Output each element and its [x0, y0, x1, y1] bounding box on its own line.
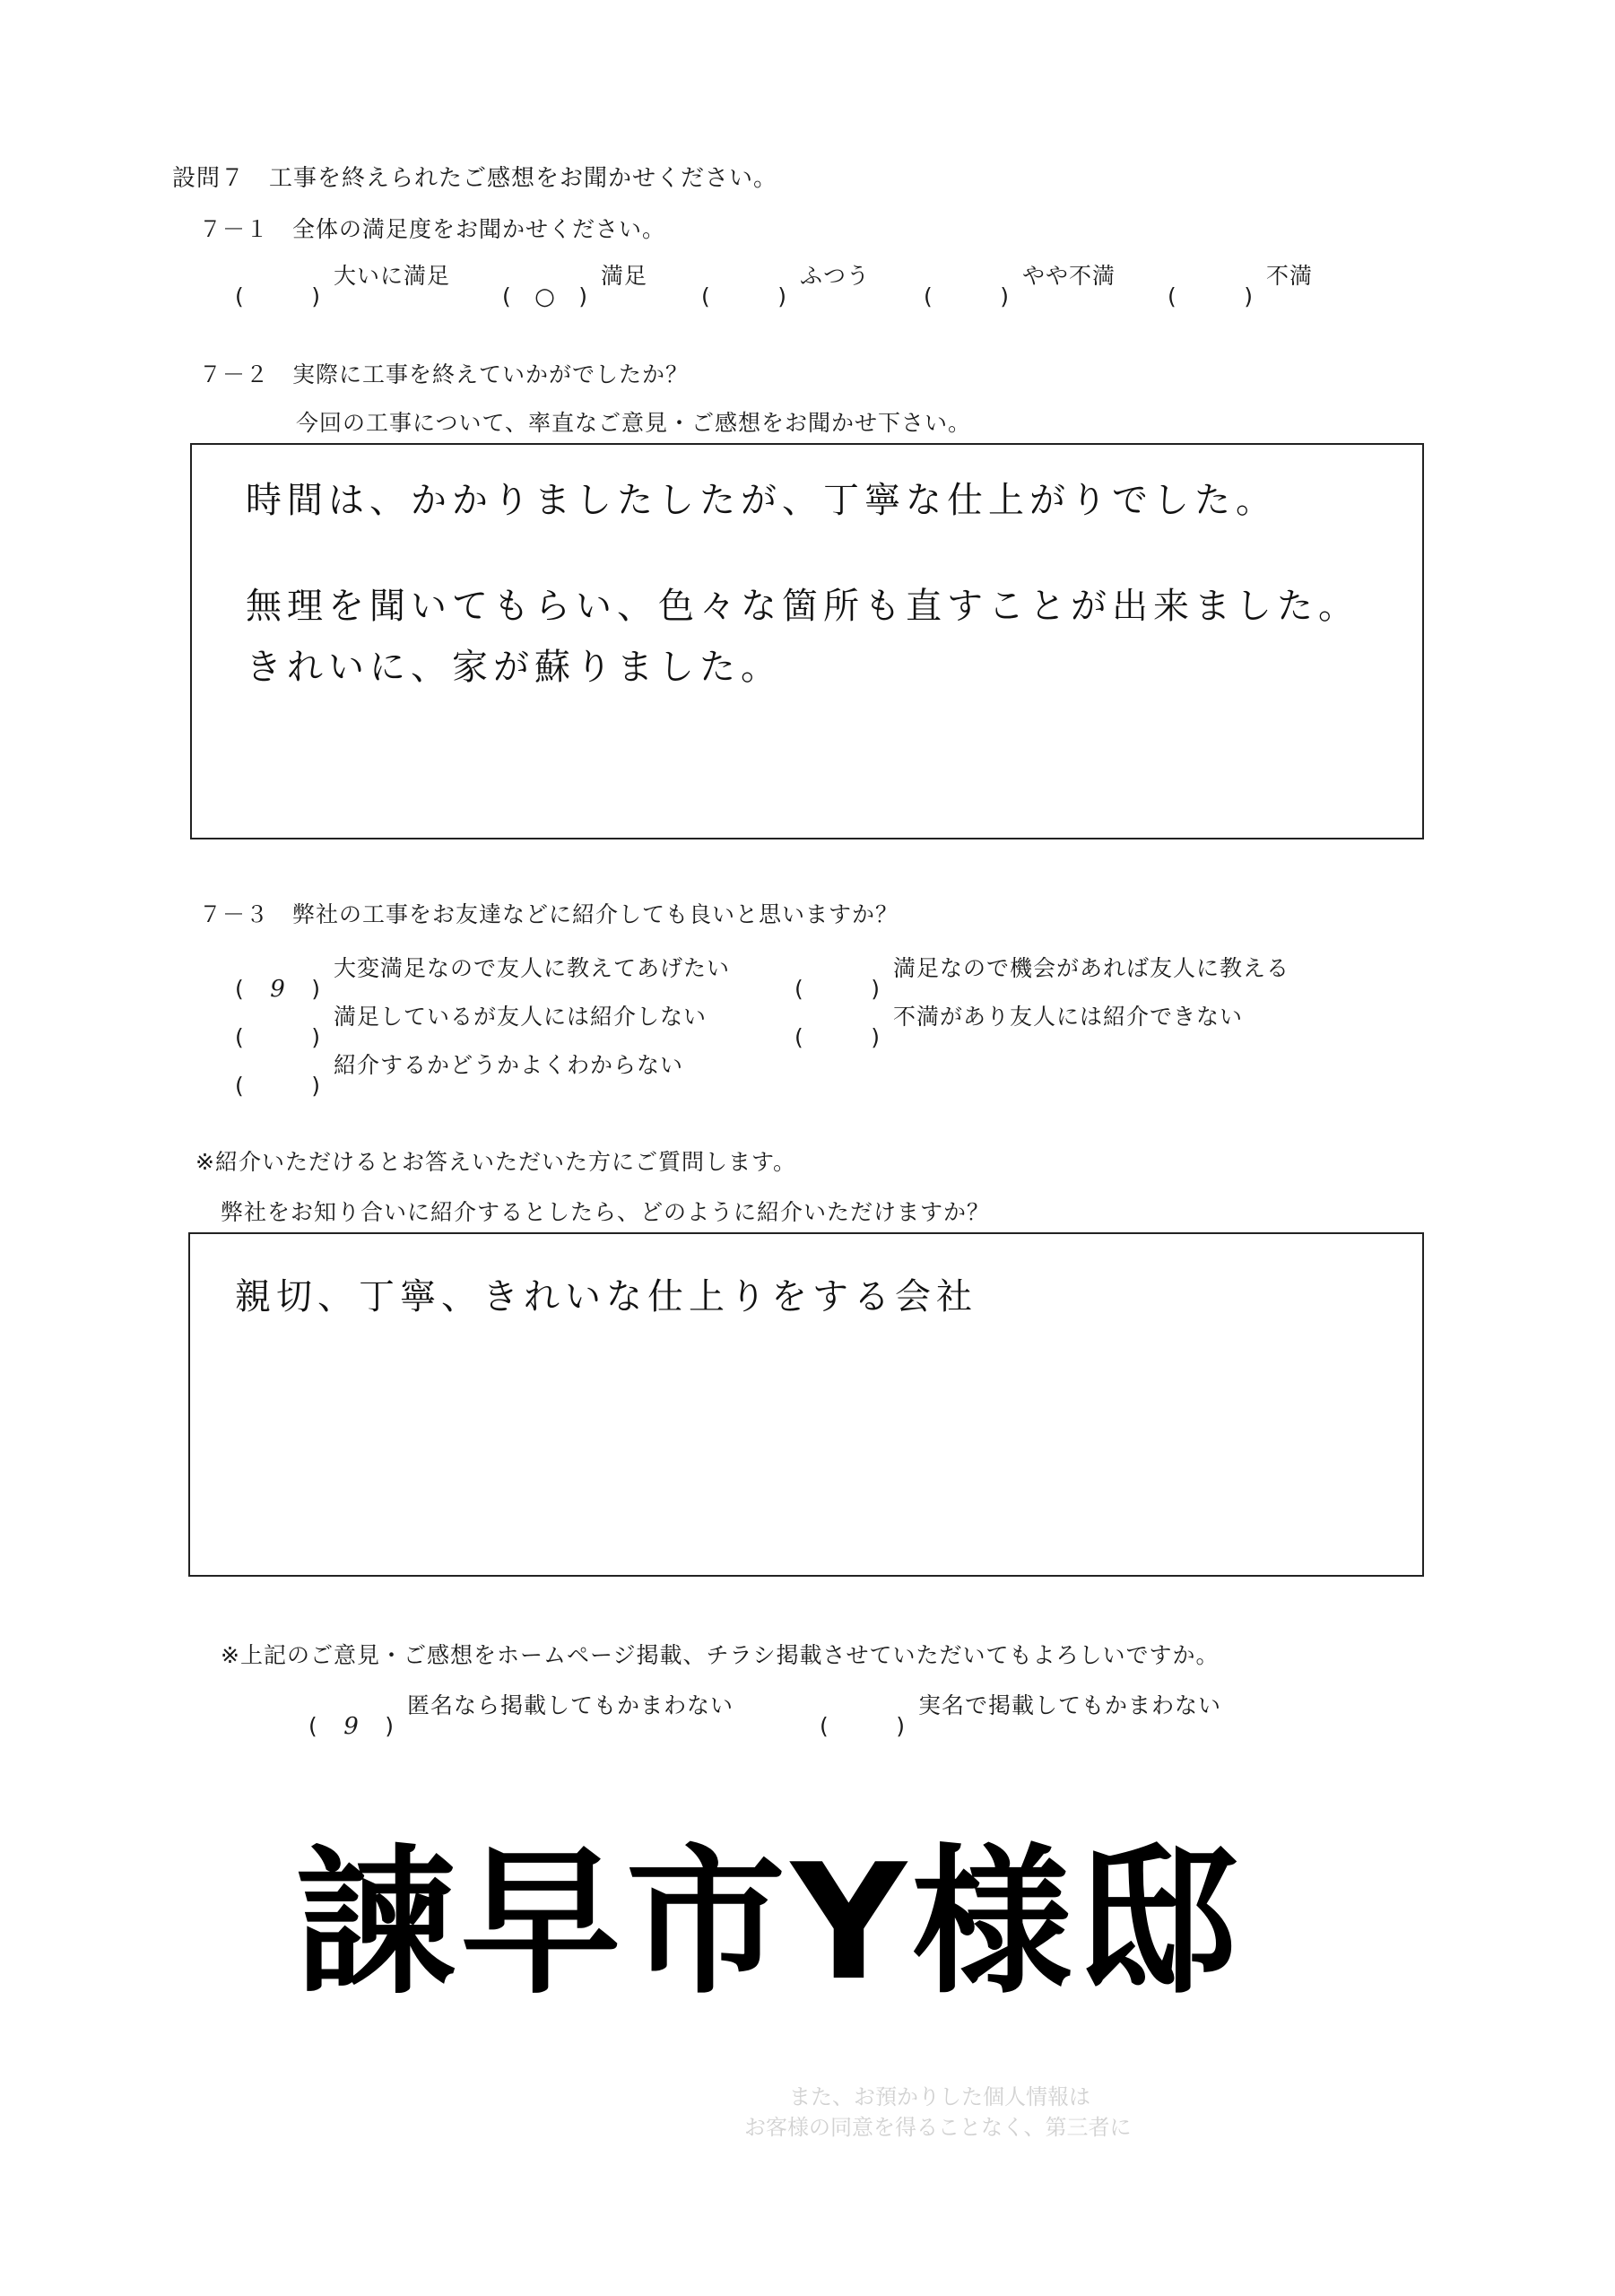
- question-7-2-subtext: 今回の工事について、率直なご意見・ご感想をお聞かせ下さい。: [296, 410, 972, 436]
- question-7-2-label: ７－２ 実際に工事を終えていかがでしたか？: [199, 361, 690, 387]
- option-label: 紹介するかどうかよくわからない: [334, 1052, 684, 1078]
- faint-text-line-2: お客様の同意を得ることなく、第三者に: [744, 2115, 1132, 2140]
- q7-3-option-satisfied-no-referral[interactable]: ( ) 満足しているが友人には紹介しない: [235, 1004, 708, 1050]
- option-label: やや不満: [1022, 263, 1116, 289]
- publish-option-real-name[interactable]: ( ) 実名で掲載してもかまわない: [820, 1692, 1222, 1739]
- q7-1-option-neutral[interactable]: ( ) ふつう: [701, 263, 871, 309]
- option-label: 不満: [1266, 263, 1314, 289]
- option-label: 不満があり友人には紹介できない: [893, 1004, 1244, 1030]
- handwritten-referral-answer: 親切、丁寧、きれいな仕上りをする会社: [235, 1276, 977, 1318]
- q7-1-option-very-satisfied[interactable]: ( ) 大いに満足: [235, 263, 451, 309]
- handwritten-answer-line-1: 時間は、かかりましたしたが、丁寧な仕上がりでした。: [246, 480, 1277, 521]
- answer-box-referral[interactable]: [188, 1232, 1424, 1577]
- question-7-1-label: ７－１ 全体の満足度をお聞かせください。: [199, 216, 666, 242]
- referral-question: 弊社をお知り合いに紹介するとしたら、どのように紹介いただけますか？: [221, 1199, 991, 1225]
- q7-3-option-tell-friends[interactable]: ( 9 ) 大変満足なので友人に教えてあげたい: [235, 955, 731, 1003]
- handwritten-answer-line-3: きれいに、家が蘇りました。: [246, 647, 782, 688]
- q7-1-option-dissatisfied[interactable]: ( ) 不満: [1168, 263, 1314, 309]
- option-label: ふつう: [800, 263, 871, 289]
- handwritten-answer-line-2: 無理を聞いてもらい、色々な箇所も直すことが出来ました。: [246, 586, 1359, 627]
- question-7-title: 設問７ 工事を終えられたご感想をお聞かせください。: [172, 165, 778, 192]
- faint-text-line-1: また、お預かりした個人情報は: [789, 2084, 1090, 2109]
- referral-note: ※紹介いただけるとお答えいただいた方にご質問します。: [195, 1149, 796, 1175]
- q7-1-option-satisfied[interactable]: ( ○ ) 満足: [502, 263, 648, 310]
- customer-name-stamp: 諫早市Y様邸: [296, 1830, 1242, 2015]
- q7-1-option-somewhat-dissatisfied[interactable]: ( ) やや不満: [924, 263, 1116, 309]
- option-label: 満足しているが友人には紹介しない: [334, 1004, 708, 1030]
- option-label: 満足: [601, 263, 648, 289]
- q7-3-option-tell-if-chance[interactable]: ( ) 満足なので機会があれば友人に教える: [794, 955, 1290, 1002]
- option-label: 大いに満足: [334, 263, 451, 289]
- option-label: 大変満足なので友人に教えてあげたい: [334, 955, 731, 981]
- publish-option-anonymous[interactable]: ( 9 ) 匿名なら掲載してもかまわない: [308, 1692, 734, 1740]
- question-7-3-label: ７－３ 弊社の工事をお友達などに紹介しても良いと思いますか？: [199, 901, 899, 927]
- answer-box-7-2[interactable]: [190, 443, 1424, 839]
- option-label: 実名で掲載してもかまわない: [918, 1692, 1222, 1718]
- option-label: 匿名なら掲載してもかまわない: [407, 1692, 734, 1718]
- q7-3-option-dissatisfied-no-referral[interactable]: ( ) 不満があり友人には紹介できない: [794, 1004, 1244, 1050]
- q7-3-option-unsure[interactable]: ( ) 紹介するかどうかよくわからない: [235, 1052, 684, 1099]
- publish-note: ※上記のご意見・ご感想をホームページ掲載、チラシ掲載させていただいてもよろしいですか。: [221, 1642, 1220, 1668]
- option-label: 満足なので機会があれば友人に教える: [893, 955, 1290, 981]
